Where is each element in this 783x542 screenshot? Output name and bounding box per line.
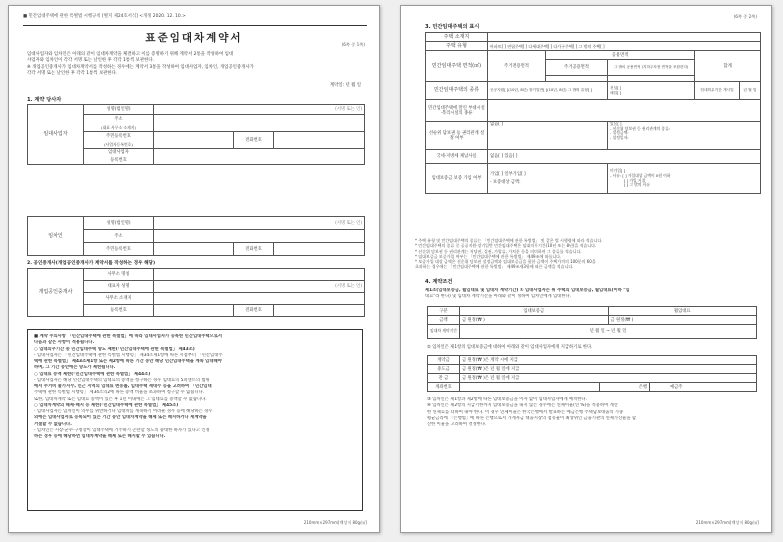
condition-line: ② 임차인은 제1항의 임대보증금에 대하여 아래와 같이 임대사업자에게 지급하기로 한다. [427,345,593,350]
guarantee-line[interactable]: - 사유: [ ] 가입대상 금액이 0원 이하 [610,172,671,178]
area-sub-label: 합계 [695,51,761,82]
sign-field[interactable]: (서명 또는 인) [154,105,365,115]
guarantee-line: - 보증대상 금액: [490,179,521,185]
tenant-label: 임차인 [28,217,84,256]
broker-table [27,268,365,317]
phone-input[interactable] [274,132,365,149]
property-notes [415,238,757,270]
guarantee-line[interactable]: [ ] 그 밖의 사유 [624,182,651,188]
kind-date-input[interactable]: 년 월 일 [739,82,760,100]
broker-label: 개업공인중개사 [28,269,84,317]
address-input[interactable] [154,115,365,132]
area-sub-label: 그 밖의 공용면적 (지하주차장 면적을 포함한다) [608,60,695,76]
intro-line: 각각 서명 또는 날인한 후 각각 1통씩 보관한다. [27,70,118,76]
page-title: 표준임대차계약서 [145,32,243,44]
mortgage-line: - 설정일자: [610,134,629,140]
mortgage-label: 선순위 담보권 등 권리관계 설정 여부 [426,122,488,150]
notice-box [27,329,363,511]
kind-build-type[interactable] [608,82,695,100]
note-line: * 주택 유형 및 민간임대주택의 종류는 「민간임대주택에 관한 특별법」 및 같은 법 시행령에 따라 적습니다. [415,238,603,243]
payment-input[interactable]: 금 원정(₩ )은 년 월 일에 지급 [460,365,757,374]
notice-line: 하는 경우 등에 해당하면 임대차계약을 해제 또는 해지할 수 있습니다. [34,434,166,439]
phone-label: 전화번호 [234,243,274,256]
address-label: 주택 소재지 [426,33,488,42]
notice-line: 또한, 임대차계약 또는 임대료 증액이 있은 후 1년 이내에는 그 임대료를 증액할 수 없습니다. [34,396,207,402]
mortgage-line: - 설정금액: [610,130,629,136]
field-label: 사무소 명칭 [84,269,154,281]
phone-input[interactable] [274,305,365,317]
phone-label: 전화번호 [234,132,274,149]
notice-line: 외에는 임대사업자로 등록되어 있는 기간 동안 임대차계약을 해제 또는 해지하거나 재계약을 [34,415,207,421]
field-label: 주민등록번호 [84,132,154,141]
notice-line: ○ 임대의무기간 중 민간임대주택 양도 제한(「민간임대주택에 관한 특별법」 제43조) [34,346,195,352]
tax-checkboxes[interactable]: 없음[ ] 있음[ ] [488,150,761,164]
phone-label: 전화번호 [234,305,274,317]
payment-label: 잔 금 [428,374,460,383]
payment-table [427,355,757,392]
tenant-table [27,216,365,256]
kind-option[interactable]: 건설[ ] [610,86,622,90]
mortgage-line[interactable]: 있음[ ] [610,121,622,126]
area-label: 민간임대주택 면적(㎡) [426,51,488,82]
field-label: 주소 [84,230,154,243]
field-label: 사무소 소재지 [84,293,154,305]
bank-label: 은행 [600,383,650,392]
field-label: (사업자등록번호) [84,141,154,149]
intro-line: 임대사업자와 임차인은 아래의 같이 임대차계약을 체결하고 이를 증명하기 위해 계약서 2통을 작성하여 임대 [27,52,234,57]
condition-line: ③ 임차인은 제1항과 제2항에 따른 임대보증금을 이자 없이 임대사업자에게 예치한다. [427,397,587,402]
landlord-table [27,104,365,165]
rent-period-input[interactable]: 년 월 일 ~ 년 월 일 [460,325,757,339]
form-header [23,13,367,23]
office-address-input[interactable] [154,293,365,305]
rent-period-label: 임대차 계약기간 [428,325,460,339]
note-line: 초과하는 경우에는 「민간임대주택에 관한 특별법」 제49조제3항에 따른 금액을 적습니다. [415,264,574,270]
rent-head: 월임대료 [608,307,757,316]
sign-field[interactable]: (서명 또는 인) [154,281,365,293]
guarantee-line[interactable]: [ ] 가입 거절 [624,177,646,183]
rent-head: 임대보증금 [460,307,609,316]
type-checkboxes[interactable]: 아파트[ ] 연립주택[ ] 다세대주택[ ] 다가구주택[ ] 그 밖의 주택[ ] [488,42,761,51]
rent-head: 구분 [428,307,460,316]
condition-line: 산한 이율을 고려하여 결정한다. [427,422,487,428]
mortgage-details[interactable] [608,122,761,150]
note-line: * 선순위 담보권 등 권리관계는 저당권, 질권, 가압류, 가처분 등을 의미하며 그 종류를 적습니다. [415,248,582,254]
section-heading-property: 3. 민간임대주택의 표시 [425,24,480,30]
address-input[interactable] [488,33,761,42]
payment-input[interactable]: 금 원정(₩ )은 계약 시에 지급 [460,356,757,365]
facility-label: 민간임대주택에 딸린 부대시설·복리시설의 종류 [426,100,488,122]
area-sub-label: 주거공용면적 [546,60,608,76]
rent-amount-label: 금액 [428,316,460,325]
notice-line: 에서 주거비 물가지수, 인근 지역의 임대료 변동률, 임대주택 세대수 등을 고려하여 「민간임대 [34,384,212,389]
kind-option[interactable]: 매입[ ] [610,90,622,95]
guarantee-label: 임대보증금 보증 가입 여부 [426,164,488,194]
registration-input[interactable] [154,305,234,317]
guarantee-line[interactable]: 가입[ ] 일부가입[ ] [490,171,526,177]
notice-line: 다음과 같은 사항이 적용됩니다. [34,340,95,346]
conditions-intro [425,288,757,300]
field-label: 성명(법인명) [84,105,154,115]
condition-line: 제1조(임대보증금, 월임대료 및 임대차 계약기간) ① 임대사업자는 위 주택의 임대보증금, 월임대료(이하 "임 [425,288,630,293]
intro-line: 사업자와 임차인이 각각 서명 또는 날인한 후 각각 1통씩 보관한다. [27,58,155,64]
field-label: 주민등록번호 [84,243,154,256]
guarantee-join[interactable] [488,164,608,194]
type-label: 주택 유형 [426,42,488,51]
area-sub-label: 공용면적 [546,51,695,60]
section-heading-conditions: 4. 계약조건 [425,279,453,285]
payment-input[interactable]: 금 원정(₩ )은 년 월 일에 지급 [460,374,757,383]
notice-line: ■ 계약 주의사항 「민간임대주택에 관한 특별법」에 따라 임대사업자가 등록한 민간임대주택으로서 [34,334,222,339]
notice-line: 주택에 관한 특별법 시행령」 제34조의2에 따른 증액 비율을 초과하여 청구할 수 없습니다. [34,390,205,396]
page-counter: (6쪽 중 2쪽) [733,14,757,19]
notice-line: ○ 임대차계약의 해제·해지 등 제한(「민간임대주택에 관한 특별법」 제45조) [34,402,179,408]
id-input[interactable] [154,132,234,149]
registration-input[interactable] [154,149,365,165]
payment-label: 중도금 [428,365,460,374]
field-label: 성명(법인명) [84,217,154,230]
payment-label: 계약금 [428,356,460,365]
intro-line: ※ 개업공인중개사가 임대차계약서를 작성하는 경우에는 계약서 3통을 작성하여 임대사업자, 임차인, 개업공인중개사가 [27,64,254,70]
intro-paragraph [27,52,363,77]
notice-line: - 임대사업자는 임차인이 의무를 위반하거나 임대차를 계속하기 어려운 경우 등에 해당하는 경우 [34,409,213,414]
header-rule [23,25,367,26]
landlord-label: 임대사업자 [28,105,84,165]
notice-line: 택에 관한 특별법」 제43조제1항 또는 제2항에 따른 기간 동안 해당 민간임대주택을 계속 임대해야 [34,359,222,364]
contract-date: 계약일: 년 월 일 [329,83,361,88]
field-label: 등록번호 [84,157,154,165]
section-heading-parties: 1. 계약 당사자 [27,97,62,103]
kind-label: 민간임대주택의 종류 [426,82,488,100]
kind-checkboxes[interactable]: 공공지원[ ](10년, 8년) 장기일반[ ](10년, 8년) 그 밖의 유형[ ] [488,82,608,100]
mortgage-line: - 선순위 담보권 등 권리관계의 종류: [610,125,671,131]
note-line: * 민간임대주택의 종류 중 공공지원·장기일반 민간임대주택은 임대의무기간(10년 또는 8년)을 적습니다. [415,243,597,249]
notice-line: 하며, 그 기간 동안에는 양도가 제한됩니다. [34,365,116,371]
id-input[interactable] [154,243,234,256]
condition-line: ④ 임차인은 제2항의 지급기한까지 임대보증금을 내지 않는 경우에는 연체이율(연 %)을 적용하여 계산 [427,403,618,409]
conditions-tail [427,397,757,428]
guarantee-nojoin[interactable] [608,164,761,194]
page-counter: (6쪽 중 1쪽) [341,42,365,47]
holder-label: 예금주 [650,383,757,392]
address-input[interactable] [154,230,365,243]
notice-line: - 임차인은 시장·군수·구청장이 임대주택에 거주하기 곤란할 정도의 중대한 하자가 있다고 인정 [34,427,210,433]
kind-date-label: 임대의무기간 개시일 [695,82,740,100]
notice-line: - 임대사업자는 「민간임대주택에 관한 특별법 시행령」 제34조제1항에 따른 시점부터 「민간임대주 [34,352,223,358]
field-label: 등록번호 [84,305,154,317]
field-label: (대표 사무소 소재지) [84,124,154,132]
contract-page-2 [400,5,772,533]
page-footer: 210mm×297mm[백상지 80g/㎡] [695,520,759,525]
notice-line: - 임대사업자는 해당 민간임대주택의 임대료의 증액을 청구하는 경우 임대료의 5퍼센트의 범위 [34,377,210,383]
form-header-text: ■ 민간임대주택에 관한 특별법 시행규칙 [별지 제24호서식] <개정 2020. 12. 10.> [23,14,186,19]
account-input[interactable] [460,383,600,392]
office-input[interactable] [154,269,365,281]
note-line: * 임대보증금 보증가입 여부는 「민간임대주택에 관한 특별법」 제49조에 따릅니다. [415,253,562,259]
property-table [425,32,761,194]
mortgage-none-option[interactable]: 없음[ ] [488,122,608,150]
condition-line: 평균금리에 「은행법」에 따른 은행으로서 가계자금 대출시장의 점유율이 최상위인 금융기관의 연체가산율을 합 [427,415,637,421]
monthly-rent-input[interactable]: 금 원정(₩ ) [608,316,757,325]
notice-line: ○ 임대료 증액 제한(「민간임대주택에 관한 특별법」 제44조) [34,371,151,377]
area-sub-label: 주거전용면적 [488,51,546,82]
note-line: * 보증가입 대상 금액은 선순위 담보권 설정금액과 임대보증금을 합한 금액이 주택가격의 100분의 60을 [415,259,596,265]
notice-line: 거절할 수 없습니다. [34,421,72,427]
sign-field[interactable]: (서명 또는 인) [154,217,365,230]
tax-label: 국세·지방세 체납사실 [426,150,488,164]
page-footer: 210mm×297mm[백상지 80g/㎡] [303,520,367,525]
condition-line: 한 연체료를 더하여 내야 한다. 이 경우 연체이율은 한국은행에서 발표하는 예금은행 주택담보대출의 가중 [427,409,624,415]
field-label: 주소 [84,115,154,124]
field-label: 대표자 성명 [84,281,154,293]
rent-table [427,306,757,339]
phone-input[interactable] [274,243,365,256]
field-label: 임대사업자 [84,149,154,157]
account-label: 계좌번호 [428,383,460,392]
condition-line: 대료"라 한다) 및 임대차 계약기간을 아래와 같이 정하여 임차인에게 임대한다. [425,294,571,299]
guarantee-line[interactable]: 미가입[ ] [610,167,626,173]
contract-page-1 [8,5,380,533]
deposit-amount-input[interactable]: 금 원정(₩ ) [460,316,609,325]
section-heading-broker: 2. 공인중개사(개업공인중개사가 계약서를 작성하는 경우 해당) [27,261,156,266]
facility-input[interactable] [488,100,761,122]
